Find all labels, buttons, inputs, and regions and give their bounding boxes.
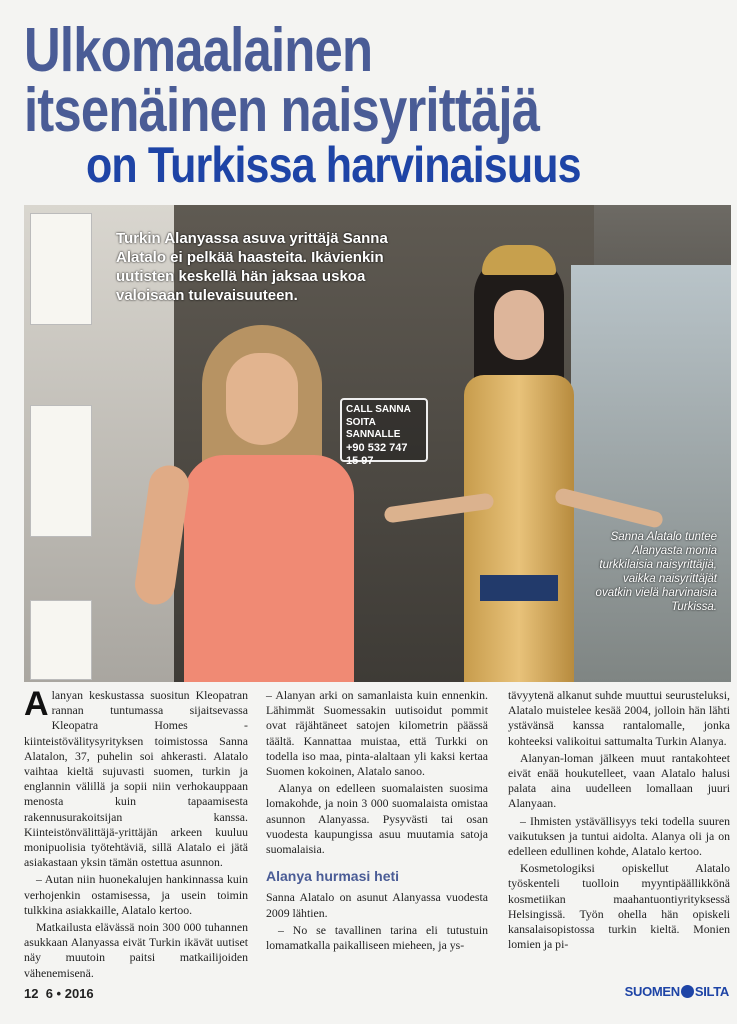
headline-line-2: itsenäinen naisyrittäjä <box>24 76 540 145</box>
cleopatra-headdress <box>482 245 556 275</box>
listing-paper <box>30 213 92 325</box>
photo-lead-text: Turkin Alanyassa asuva yrittäjä Sanna Alatalo ei pelkää haasteita. Ikävienkin uutisten keskellä hän jaksaa uskoa valoisaan tulevaisuuteen. <box>116 230 388 304</box>
paragraph: Matkailusta elävässä noin 300 000 tuhannen asukkaan Alanyassa eivät Turkin ikävät uutiset näy muutoin paitsi matkailijoiden vähenemisenä. <box>24 920 248 980</box>
paragraph: – No se tavallinen tarina eli tutustuin lomamatkalla paikalliseen mieheen, ja ys- <box>266 922 488 953</box>
woman-face <box>226 353 298 445</box>
article-photo <box>24 205 731 682</box>
cleopatra-figure <box>444 245 594 682</box>
paragraph: – Autan niin huonekalujen hankinnassa kuin verhojenkin ostamisessa, ja usein toimin tulkkina asiakkaille, Alatalo kertoo. <box>24 872 248 917</box>
paragraph: Alanya on edelleen suomalaisten suosima lomakohde, ja noin 3 000 suomalaista omistaa asunnon Alanyassa. Pysyvästi tai osan vuodesta kaupungissa asuu muutamia satoja suomalaisia. <box>266 781 488 857</box>
logo-text-right: SILTA <box>694 984 729 999</box>
cleopatra-dress <box>464 375 574 682</box>
magazine-logo <box>625 984 729 999</box>
sign-line-1: CALL SANNA <box>346 404 411 415</box>
window-sign <box>340 398 428 468</box>
paragraph: Alanyan-loman jälkeen muut rantakohteet eivät enää houkutelleet, vaan Alatalo halusi palata aina uudelleen lomallaan juuri Alanyaan. <box>508 750 730 811</box>
headline-line-1: Ulkomaalainen <box>24 16 373 85</box>
issue-number: 6 • 2016 <box>45 986 94 1001</box>
street-view <box>571 265 731 682</box>
paragraph: Sanna Alatalo on asunut Alanyassa vuodesta 2009 lähtien. <box>266 890 488 920</box>
paragraph: – Ihmisten ystävällisyys teki todella suuren vaikutuksen ja tuntui aidolta. Alanya oli ja on edelleen edullinen kohde, Alatalo kertoo. <box>508 813 730 859</box>
paragraph-text: lanyan keskustassa suositun Kleopatran rannan tuntumassa sijaitsevassa Kleopatra Homes -kiinteistövälitysyrityksen toimistossa Sanna Alatalon, 37, puhelin soi ahkerasti. Alatalo vaihtaa kieltä sujuvasti suomen, turkin ja englannin välillä ja sopii niin verhokauppaan menosta kuin tapaamisesta rakennusurakoitsijan kanssa. Kiinteistönvälittäjä-yrittäjän arkeen kuuluu monipuolisia työtehtäviä, sillä Alatalo ei jätä asiakastaan yksin tämän ostettua asunnon. <box>24 688 248 870</box>
page-footer <box>24 986 94 1001</box>
page-number: 12 <box>24 986 39 1001</box>
listing-paper <box>30 405 92 537</box>
sign-line-2: SOITA SANNALLE <box>346 416 401 440</box>
headline-line-3: on Turkissa harvinaisuus <box>86 137 581 193</box>
woman-figure <box>184 455 354 682</box>
article-column-3 <box>508 688 730 954</box>
subheading: Alanya hurmasi heti <box>266 868 400 885</box>
logo-text-left: SUOMEN <box>624 984 680 999</box>
logo-dot-icon <box>681 985 694 998</box>
cleopatra-belt <box>480 575 558 601</box>
listing-paper <box>30 600 92 680</box>
photo-caption: Sanna Alatalo tuntee Alanyasta monia turkkilaisia naisyrittäjiä, vaikka naisyrittäjät ovatkin vielä harvinaisia Turkissa. <box>595 531 717 613</box>
paragraph: Kosmetologiksi opiskellut Alatalo työskenteli tuolloin myyntipäällikkönä kosmetiikan maahantuontiyrityksessä Helsingissä. Työn ohella hän opiskeli kansalaisopistossa turkin kieltä. Monien lomien ja pi- <box>508 861 730 952</box>
cleopatra-face <box>494 290 544 360</box>
drop-cap: A <box>24 685 49 723</box>
paragraph: tävyytenä alkanut suhde muuttui seurusteluksi, Alatalo muistelee kesää 2004, jolloin hän lähti ystävänsä kanssa rantalomalle, jonka kohteeksi valikoitui sattumalta Turkin Alanya. <box>508 688 730 748</box>
article-column-1 <box>24 685 248 983</box>
sign-phone: +90 532 747 15 97 <box>346 441 408 468</box>
paragraph: – Alanyan arki on samanlaista kuin ennenkin. Lähimmät Suomessakin uutisoidut pommit ovat räjähtäneet satojen kilometrin päässä täältä. Kannattaa muistaa, että Turkki on todella iso maa, pinta-alaltaan yli kaksi kertaa Suomen kokoinen, Alatalo sanoo. <box>266 688 488 779</box>
paragraph <box>24 685 248 870</box>
article-column-2 <box>266 688 488 955</box>
